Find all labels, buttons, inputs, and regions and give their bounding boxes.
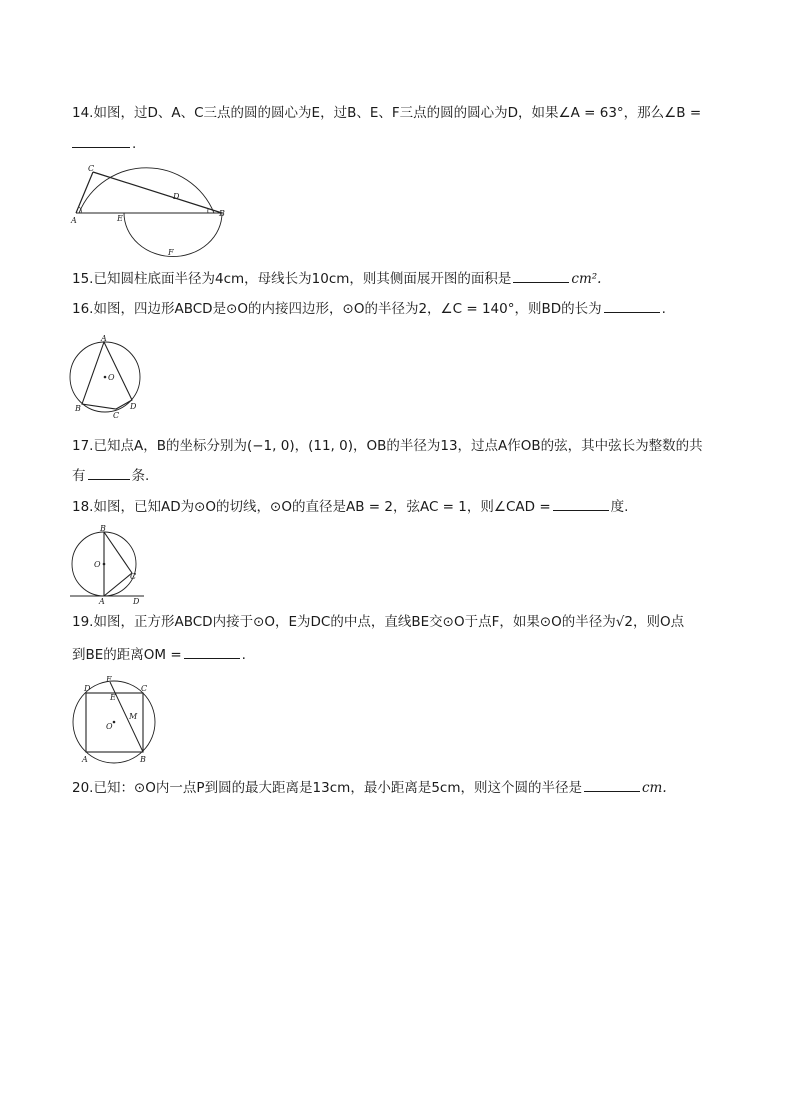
question-19-line2 bbox=[72, 645, 246, 665]
fig19-label-a: A bbox=[82, 755, 88, 764]
q20-text: 已知：⊙O内一点P到圆的最大距离是13cm，最小距离是5cm，则这个圆的半径是 bbox=[93, 780, 582, 796]
q17-text3: 条. bbox=[131, 468, 150, 484]
fig16-label-c: C bbox=[113, 411, 120, 420]
fig19-label-m: M bbox=[129, 712, 138, 721]
q18-text: 如图，已知AD为⊙O的切线，⊙O的直径是AB = 2，弦AC = 1，则∠CAD = bbox=[93, 499, 551, 515]
q14-text: 如图，过D、A、C三点的圆的圆心为E，过B、E、F三点的圆的圆心为D，如果∠A = 63°，那么∠B = bbox=[93, 105, 702, 121]
answer-blank-17[interactable] bbox=[88, 467, 130, 480]
answer-blank-16[interactable] bbox=[604, 300, 660, 313]
figure-14 bbox=[66, 160, 236, 260]
question-17-line2 bbox=[72, 466, 149, 486]
q16-number: 16. bbox=[72, 301, 94, 317]
q15-unit: cm². bbox=[571, 271, 602, 287]
q14-number: 14. bbox=[72, 105, 94, 121]
q15-text: 已知圆柱底面半径为4cm，母线长为10cm，则其侧面展开图的面积是 bbox=[93, 271, 512, 287]
answer-blank-19[interactable] bbox=[184, 646, 240, 659]
question-19 bbox=[72, 612, 684, 632]
answer-blank-14[interactable] bbox=[72, 135, 130, 148]
fig14-label-d: D bbox=[173, 192, 180, 201]
fig16-label-a: A bbox=[101, 334, 107, 343]
question-20 bbox=[72, 778, 667, 798]
fig19-label-o: O bbox=[106, 722, 113, 731]
question-14-line2 bbox=[72, 134, 136, 154]
fig18-label-d: D bbox=[133, 597, 140, 605]
fig16-label-b: B bbox=[75, 404, 81, 413]
q19-number: 19. bbox=[72, 614, 94, 630]
q20-unit: cm. bbox=[641, 780, 667, 796]
fig14-label-c: C bbox=[88, 164, 95, 173]
fig18-label-a: A bbox=[99, 597, 105, 605]
q17-number: 17. bbox=[72, 438, 94, 454]
fig18-label-o: O bbox=[94, 560, 101, 569]
q17-text2: 有 bbox=[72, 468, 86, 484]
fig19-label-d: D bbox=[84, 684, 91, 693]
question-17 bbox=[72, 436, 703, 456]
fig19-label-c: C bbox=[141, 684, 148, 693]
fig19-label-f: F bbox=[106, 675, 112, 684]
question-14 bbox=[72, 103, 701, 123]
figure-19 bbox=[66, 674, 162, 768]
figure-16 bbox=[66, 332, 146, 422]
fig14-label-a: A bbox=[71, 216, 77, 225]
q15-number: 15. bbox=[72, 271, 94, 287]
question-18 bbox=[72, 497, 628, 517]
q17-text: 已知点A，B的坐标分别为(−1, 0)，(11, 0)，OB的半径为13，过点A作OB的弦，其中弦长为整数的共 bbox=[93, 438, 703, 454]
q19-text2: 到BE的距离OM = bbox=[72, 647, 182, 663]
fig19-label-e: E bbox=[110, 693, 116, 702]
fig14-label-b: B bbox=[219, 209, 225, 218]
answer-blank-18[interactable] bbox=[553, 498, 609, 511]
answer-blank-15[interactable] bbox=[513, 270, 569, 283]
q16-text: 如图，四边形ABCD是⊙O的内接四边形，⊙O的半径为2，∠C = 140°，则BD的长为 bbox=[93, 301, 602, 317]
fig16-label-o: O bbox=[108, 373, 115, 382]
question-15 bbox=[72, 269, 601, 289]
q19-text: 如图，正方形ABCD内接于⊙O，E为DC的中点，直线BE交⊙O于点F，如果⊙O的半径为√2，则O点 bbox=[93, 614, 685, 630]
fig14-label-f: F bbox=[168, 248, 174, 257]
q18-number: 18. bbox=[72, 499, 94, 515]
fig18-label-b: B bbox=[100, 524, 106, 533]
q16-end: . bbox=[661, 301, 666, 317]
figure-18 bbox=[66, 523, 146, 605]
question-16 bbox=[72, 299, 666, 319]
fig16-label-d: D bbox=[130, 402, 137, 411]
fig14-label-e: E bbox=[117, 214, 123, 223]
q14-end: . bbox=[132, 136, 137, 152]
q20-number: 20. bbox=[72, 780, 94, 796]
q19-end: . bbox=[241, 647, 246, 663]
q18-unit: 度. bbox=[610, 499, 629, 515]
fig19-label-b: B bbox=[140, 755, 146, 764]
fig18-label-c: C bbox=[130, 572, 137, 581]
answer-blank-20[interactable] bbox=[584, 779, 640, 792]
